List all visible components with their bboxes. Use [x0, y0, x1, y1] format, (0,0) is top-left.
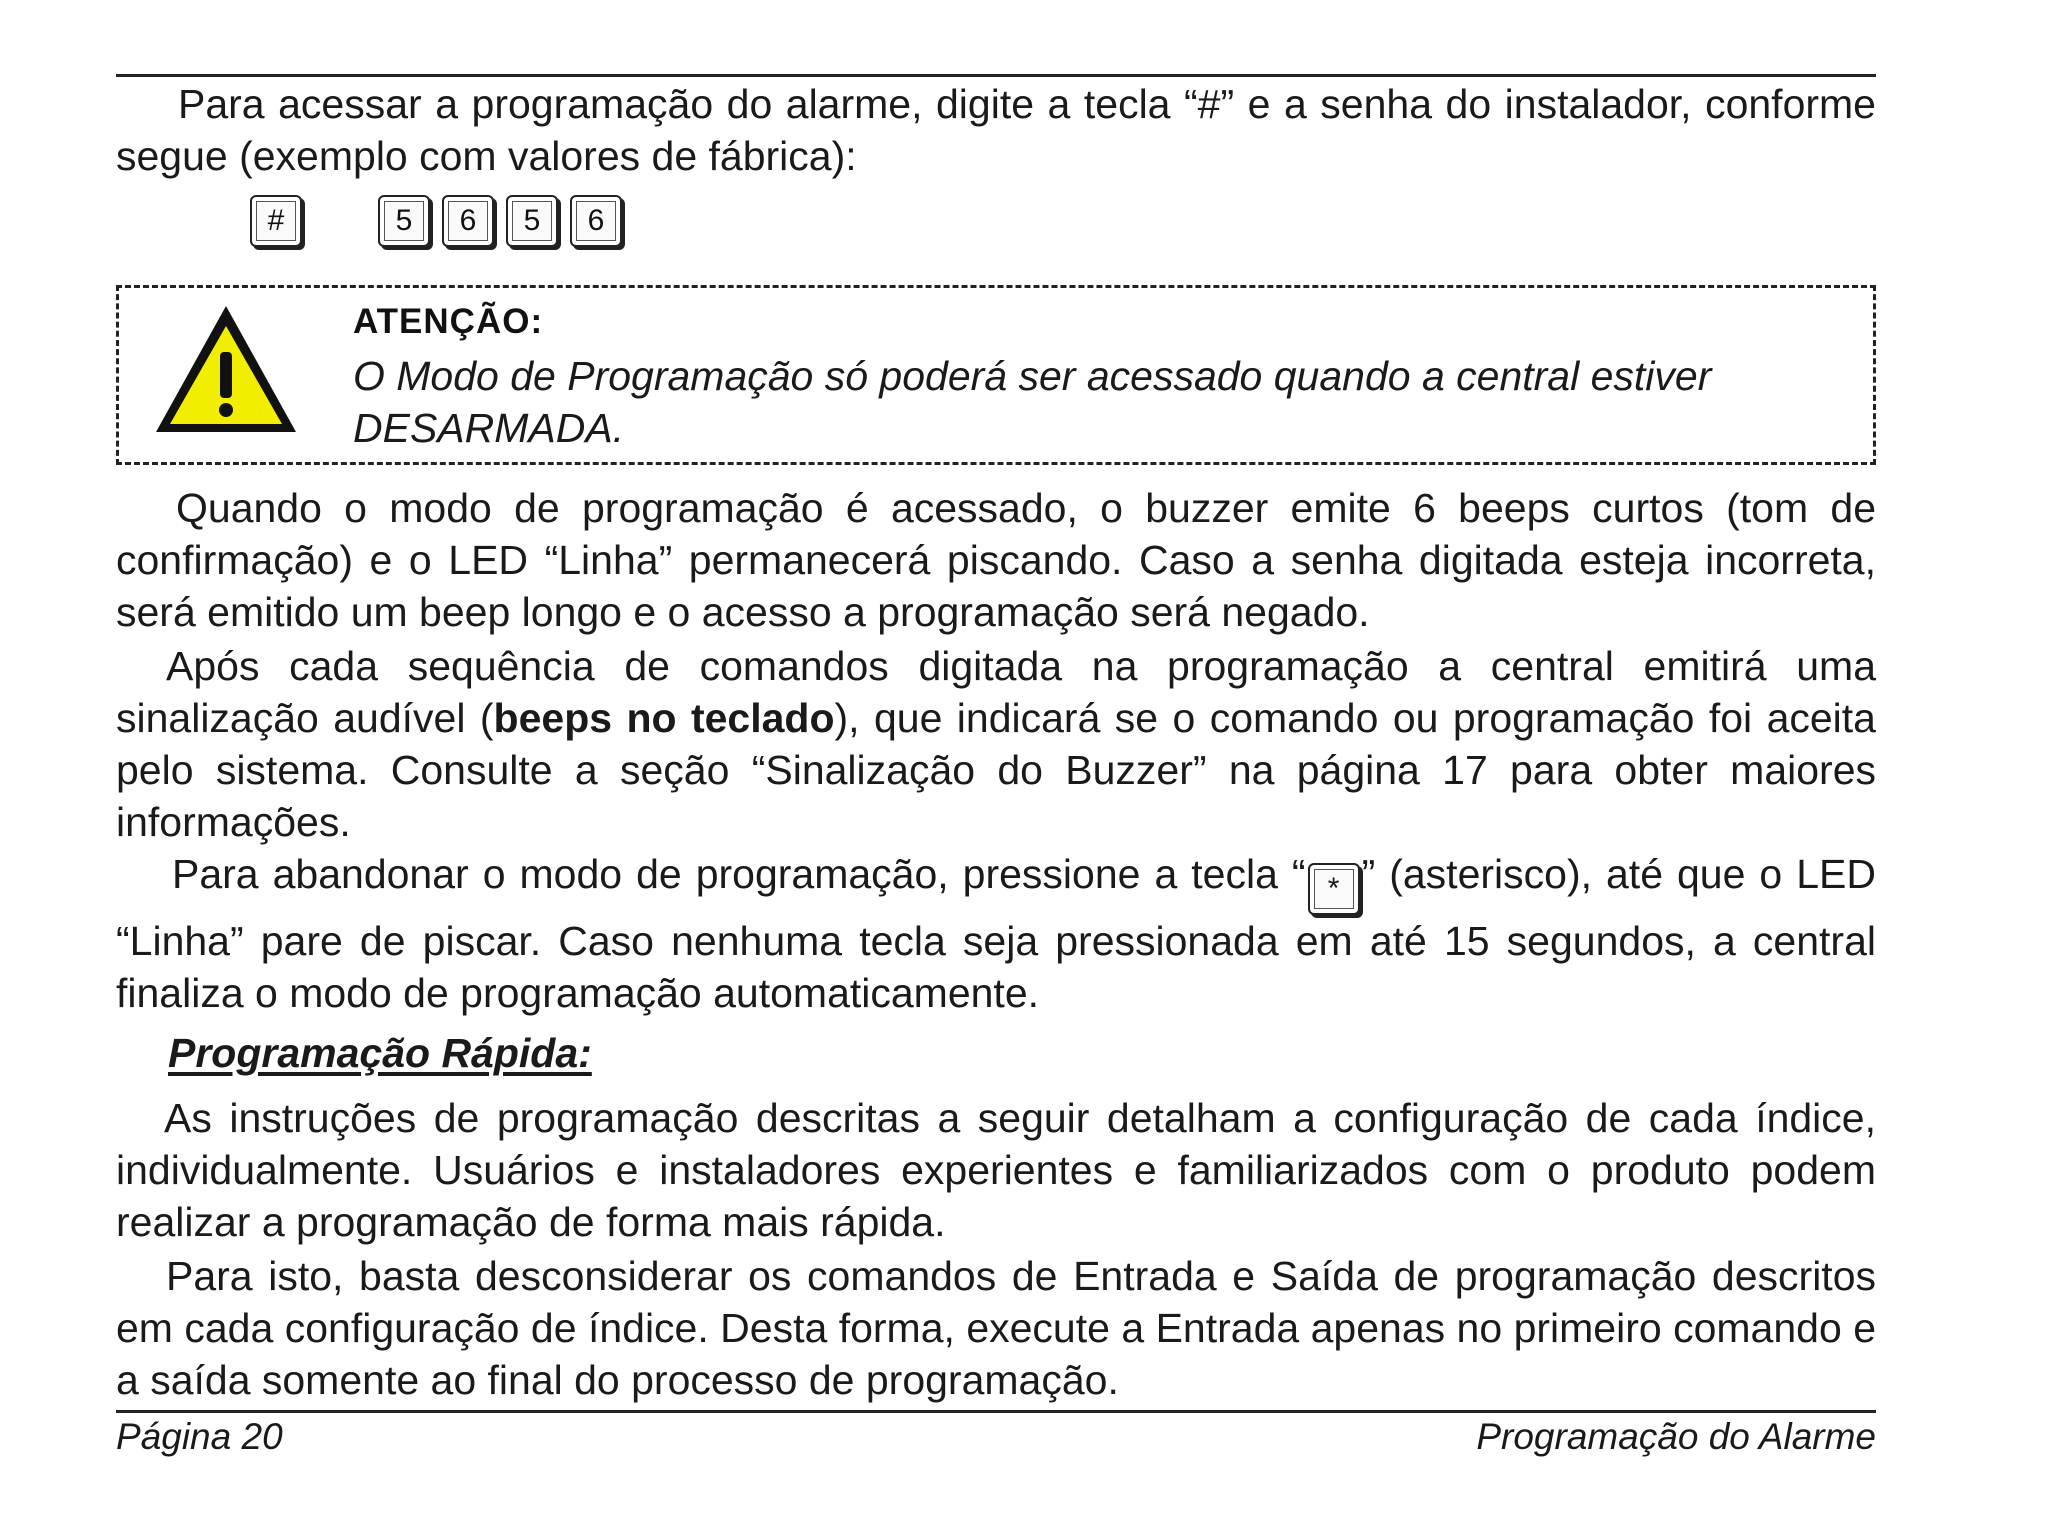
paragraph-signal-text-a: Após cada sequência de comandos digitada na programação a central emitirá uma sinalização audível (	[116, 643, 1876, 741]
bottom-rule	[116, 1410, 1876, 1413]
intro-text: Para acessar a programação do alarme, digite a tecla “#” e a senha do instalador, conforme segue (exemplo com valores de fábrica):	[116, 81, 1876, 179]
quick-paragraph-2	[116, 1250, 1876, 1406]
paragraph-exit-text-a: Para abandonar o modo de programação, pressione a tecla “	[172, 851, 1306, 897]
quick-programming-title: Programação Rápida:	[168, 1030, 592, 1076]
paragraph-signal-text-b: ), que indicará se o comando ou programação foi aceita pelo sistema. Consulte a seção “Sinalização do Buzzer” na página 17 para obter maiores informações.	[116, 695, 1876, 845]
warning-icon	[151, 300, 301, 438]
paragraph-access-text: Quando o modo de programação é acessado, o buzzer emite 6 beeps curtos (tom de confirmação) e o LED “Linha” permanecerá piscando. Caso a senha digitada esteja incorreta, será emitido um beep longo e o acesso a programação será negado.	[116, 485, 1876, 635]
attention-box	[116, 285, 1876, 465]
intro-paragraph	[116, 78, 1876, 182]
attention-text: O Modo de Programação só poderá ser acessado quando a central estiver DESARMADA.	[353, 353, 1712, 451]
section-name: Programação do Alarme	[1476, 1416, 1876, 1457]
quick-paragraph-1-text: As instruções de programação descritas a seguir detalham a configuração de cada índice, individualmente. Usuários e instaladores experientes e familiarizados com o produto podem realizar a programação de forma mais rápida.	[116, 1095, 1876, 1245]
password-key-1: 5	[378, 195, 430, 247]
beeps-bold: beeps no teclado	[493, 695, 835, 741]
password-key-4: 6	[570, 195, 622, 247]
page-number: Página 20	[116, 1416, 283, 1457]
attention-title: ATENÇÃO:	[353, 302, 544, 341]
password-key-3: 5	[506, 195, 558, 247]
hash-key: #	[250, 195, 302, 247]
top-rule	[116, 74, 1876, 77]
asterisk-key: *	[1308, 863, 1360, 915]
paragraph-exit	[116, 848, 1876, 1019]
quick-paragraph-2-text: Para isto, basta desconsiderar os comandos de Entrada e Saída de programação descritos em cada configuração de índice. Desta forma, execute a Entrada apenas no primeiro comando e a saída somente ao final do processo de programação.	[116, 1253, 1876, 1403]
paragraph-signal	[116, 640, 1876, 848]
paragraph-access	[116, 482, 1876, 638]
paragraph-exit-text-b: ” (asterisco), até que o LED “Linha” pare de piscar. Caso nenhuma tecla seja pressionada em até 15 segundos, a central finaliza o modo de programação automaticamente.	[116, 851, 1876, 1016]
quick-paragraph-1	[116, 1092, 1876, 1248]
password-key-2: 6	[442, 195, 494, 247]
